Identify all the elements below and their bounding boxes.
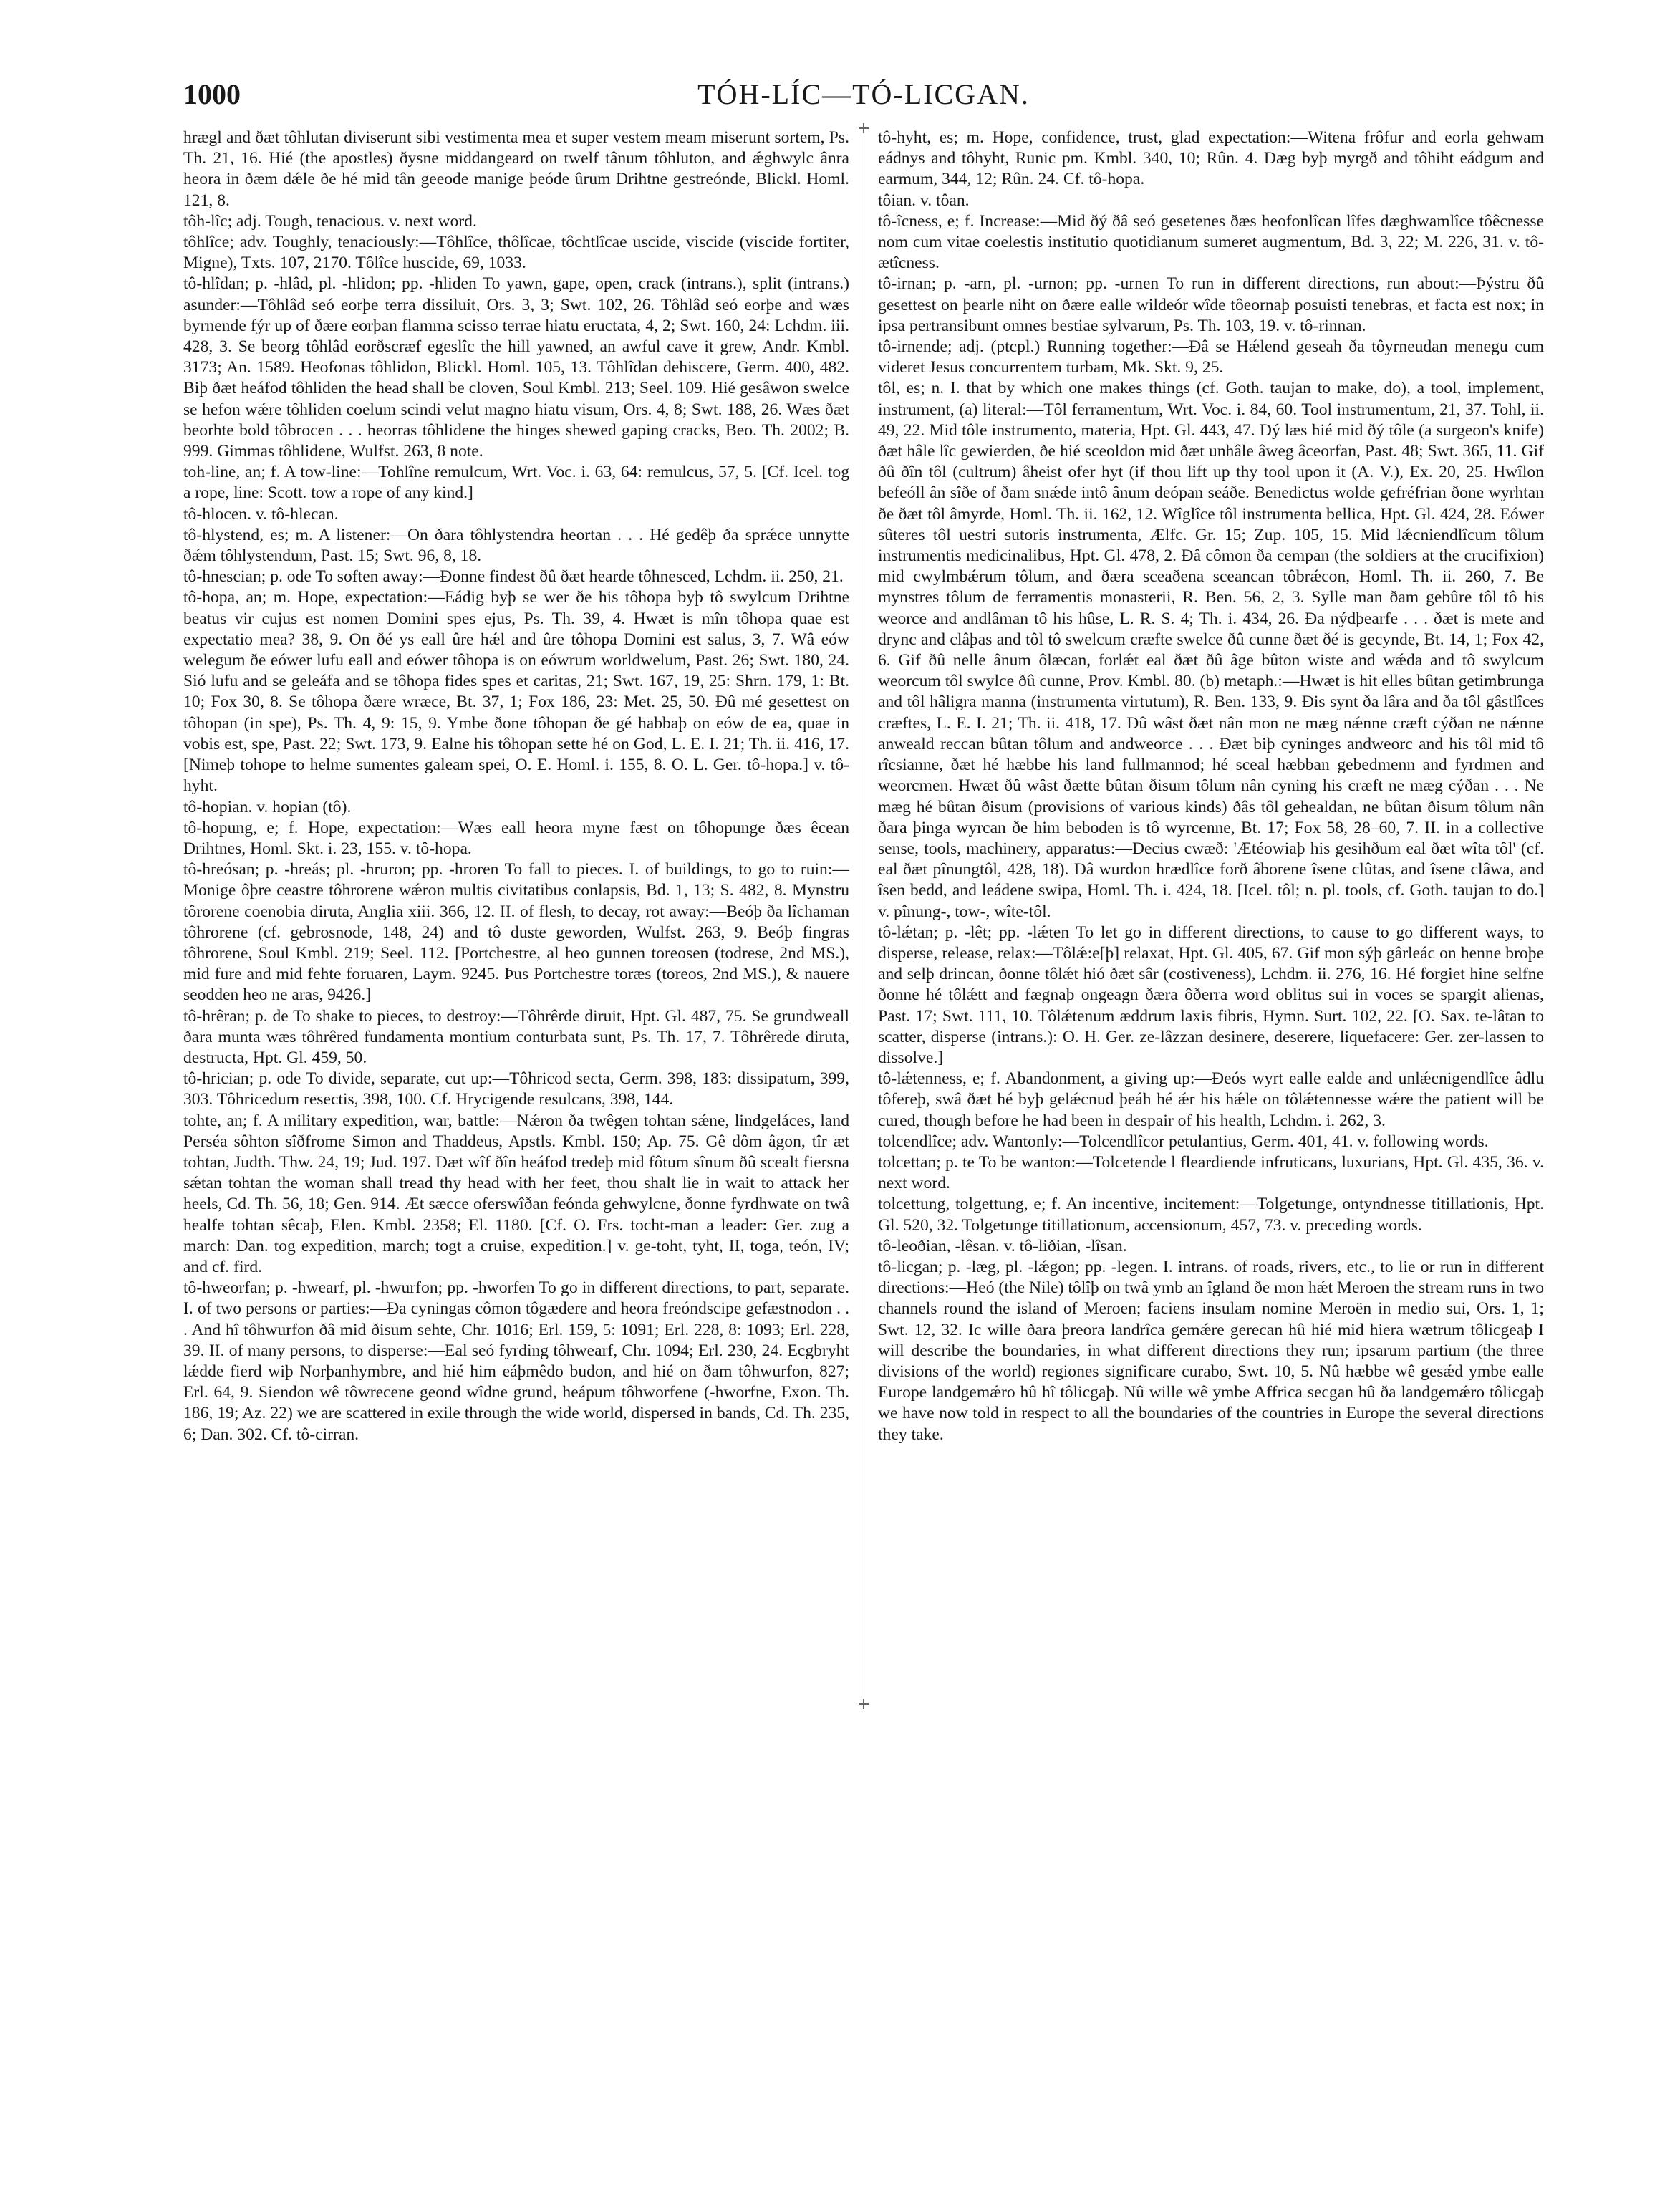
page-number: 1000 <box>183 78 241 110</box>
dictionary-entry: tô-leoðian, -lêsan. v. tô-liðian, -lîsan. <box>878 1236 1127 1256</box>
dictionary-entry: tô-licgan; p. -læg, pl. -lǽgon; pp. -legen. I. intrans. of roads, rivers, etc., to lie or run in different directions:—Heó (the Nile) tôlîþ on twâ ymb an îgland ðe mon hǽt Meroen the stream runs in two channels round the island of Meroen; faciens insulam nomine Meroën in medio sui, Ors. 1, 1; Swt. 12, 32. Ic wille ðara þreora landrîca gemǽre gerecan hû hié mid hiera wætrum tôlicgeaþ I will describe the boundaries, in what different directions they run; ipsarum partium (the three divisions of the world) regiones significare curabo, Swt. 10, 5. Nû hæbbe wê gesǽd ymbe ealle Europe landgemǽro hû hî tôlicgaþ. Nû wille wê ymbe Affrica secgan hû ða landgemǽro tôlicgaþ we have now told in respect to all the boundaries of the countries in Europe the several directions they take. <box>878 1257 1544 1444</box>
dictionary-entry: tô-hrician; p. ode To divide, separate, cut up:—Tôhricod secta, Germ. 398, 183: dissipatum, 399, 303. Tôhricedum resectis, 398, 100. Cf. Hrycigende resulcans, 398, 144. <box>183 1069 849 1109</box>
dictionary-entry: tô-hopa, an; m. Hope, expectation:—Eádig byþ se wer ðe his tôhopa byþ tô swylcum Drihtne beatus vir cujus est nomen Domini spes ejus, Ps. Th. 39, 4. Hwæt is mîn tôhopa quae est expectatio mea? 38, 9. On ðé ys eall ûre hǽl and ûre tôhopa Domini est salus, 3, 7. Wâ eów welegum ðe eówer lufu eall and eówer tôhopa is on eówrum worldwelum, Past. 26; Swt. 180, 24. Sió lufu and se geleáfa and se tôhopa fides spes et caritas, 21; Swt. 167, 19, 25: Shrn. 179, 1: Bt. 10; Fox 30, 8. Se tôhopa ðære wræce, Bt. 37, 1; Fox 186, 23: Met. 25, 50. Ðû mé gesettest on tôhopan (in spe), Ps. Th. 4, 9: 15, 9. Ymbe ðone tôhopan ðe gé habbaþ on eów de ea, quae in vobis est, spe, Past. 22; Swt. 173, 9. Ealne his tôhopan sette hé on God, L. E. I. 21; Th. ii. 416, 17. [Nimeþ tohope to helme sumentes galeam spei, O. E. Homl. i. 155, 8. O. L. Ger. tô-hopa.] v. tô-hyht. <box>183 588 849 796</box>
dictionary-entry: tô-irnan; p. -arn, pl. -urnon; pp. -urnen To run in different directions, run about:—Þýstru ðû gesettest on þearle niht on ðære ealle wildeór wîde tôeornaþ posuisti tenebras, et facta est nox; in ipsa pertransibunt omnes bestiae sylvarum, Ps. Th. 103, 19. v. tô-rinnan. <box>878 274 1544 335</box>
dictionary-entry: tô-irnende; adj. (ptcpl.) Running together:—Ðâ se Hǽlend geseah ða tôyrneudan menegu cum videret Jesus concurrentem turbam, Mk. Skt. 9, 25. <box>878 337 1544 377</box>
dictionary-entry: tôl, es; n. I. that by which one makes things (cf. Goth. taujan to make, do), a tool, implement, instrument, (a) literal:—Tôl ferramentum, Wrt. Voc. i. 84, 60. Tool instrumentum, 21, 37. Tohl, ii. 49, 22. Mid tôle instrumento, materia, Hpt. Gl. 443, 47. Ðý læs hié mid ðý tôle (a surgeon's knife) ðæt hâle lîc gewierden, ðe hié sceoldon mid ðæt unhâle âweg âceorfan, Past. 48; Swt. 365, 11. Gif ðû ðîn tôl (cultrum) âheist ofer hyt (if thou lift up thy tool upon it (A. V.), Ex. 20, 25. Hwîlon befeóll ân sîðe of ðam snǽde intô ânum deópan seáðe. Benedictus wolde gefréfrian ðone wyrhtan ðe ðæt tôl âmyrde, Homl. Th. ii. 162, 12. Wîglîce tôl instrumenta bellica, Hpt. Gl. 424, 28. Eówer sûteres tôl uestri sutoris instrumenta, Ælfc. Gr. 15; Zup. 105, 15. Mid lǽcniendlîcum tôlum instrumentis medicinalibus, Hpt. Gl. 478, 2. Ðâ cômon ða cempan (the soldiers at the crucifixion) mid cwylmbǽrum tôlum, and ðæra sceaðena sceancan tôbrǽcon, Homl. Th. ii. 260, 7. Be mynstres tôlum de ferramentis monasterii, R. Ben. 56, 2, 3. Sylle man ðam gebûre tôl tô his weorce and andlâman tô his hûse, L. R. S. 4; Th. i. 434, 26. Ða nýdþearfe . . . ðæt is mete and drync and clâþas and tôl tô swelcum cræfte swelce ðû cunne ðæt ðé is gecynde, Bt. 14, 1; Fox 42, 6. Gif ðû nelle ânum ôlæcan, forlǽt eal ðæt ðû âge bûton wiste and wǽda and tô swylcum weorcum tôl swylce ðû cunne, Prov. Kmbl. 80. (b) metaph.:—Hwæt is hit elles bûtan getimbrunga and tôl hâligra manna (instrumenta virtutum), R. Ben. 133, 9. Ðis synt ða lâra and ða tôl gâstlîces cræftes, L. E. I. 21; Th. ii. 418, 17. Ðû wâst ðæt nân mon ne mæg nǽnne cræft cýðan ne nǽnne anweald reccan bûtan tôlum and andweorce . . . Ðæt biþ cyninges andweorc and his tôl mid tô rîcsianne, ðæt hé hæbbe his land fullmannod; hé sceal hæbban gebedmenn and fyrdmen and weorcmen. Hwæt ðû wâst ðætte bûtan ðisum tôlum nân cyning his cræft ne mæg cýðan . . . Ne mæg hé bûtan ðisum (provisions of various kinds) ðâs tôl gehealdan, ne bûtan ðisum tôlum nân ðara þinga wyrcan ðe him beboden is tô wyrcenne, Bt. 17; Fox 58, 28–60, 7. II. in a collective sense, tools, machinery, apparatus:—Decius cwæð: 'Ætéowiaþ his gesihðum eal ðæt wîta tôl' (cf. eal ðæt pînungtôl, 428, 18). Ðâ wurdon hrædlîce forð âborene îsene clûtas, and îsene clâwa, and îsen bedd, and leádene swipa, Homl. Th. i. 424, 18. [Icel. tôl; n. pl. tools, cf. Goth. taujan to do.] v. pînung-, tow-, wîte-tôl. <box>878 379 1544 921</box>
register-mark-top <box>859 123 869 133</box>
dictionary-entry: tô-hlocen. v. tô-hlecan. <box>183 504 339 524</box>
dictionary-entry: tolcettan; p. te To be wanton:—Tolcetende l fleardiende infruticans, luxurians, Hpt. Gl. 435, 36. v. next word. <box>878 1152 1544 1193</box>
dictionary-entry: tô-hyht, es; m. Hope, confidence, trust, glad expectation:—Witena frôfur and eorla gehwam eádnys and tôhyht, Runic pm. Kmbl. 340, 10; Rûn. 4. Dæg byþ myrgð and tôhiht eádgum and earmum, 344, 12; Rûn. 24. Cf. tô-hopa. <box>878 128 1544 189</box>
register-mark-bottom <box>859 1699 869 1709</box>
dictionary-entry: tô-îcness, e; f. Increase:—Mid ðý ðâ seó gesetenes ðæs heofonlîcan lîfes dæghwamlîce tôêcnesse nom cum vitae coelestis institutio quotidianum sumeret augmentum, Bd. 3, 22; M. 226, 31. v. tô-ætîcness. <box>878 211 1544 273</box>
right-column <box>878 127 1544 1445</box>
dictionary-entry: tôh-lîc; adj. Tough, tenacious. v. next word. <box>183 211 477 231</box>
running-head: TÓH-LÍC—TÓ-LICGAN. <box>697 78 1030 110</box>
dictionary-entry: tô-hnescian; p. ode To soften away:—Ðonne findest ðû ðæt hearde tôhnesced, Lchdm. ii. 250, 21. <box>183 567 844 587</box>
dictionary-entry: tôhlîce; adv. Toughly, tenaciously:—Tôhlîce, thôlîcae, tôchtlîcae uscide, viscide (viscide fortiter, Migne), Txts. 107, 2170. Tôlîce huscide, 69, 1033. <box>183 233 849 273</box>
dictionary-entry: tohte, an; f. A military expedition, war, battle:—Nǽron ða twêgen tohtan sǽne, lindgeláces, land Perséa sôhton sîðfrome Simon and Thaddeus, Apstls. Kmbl. 150; Ap. 75. Gê dôm âgon, tîr æt tohtan, Judth. Thw. 24, 19; Jud. 197. Ðæt wîf ðîn heáfod tredeþ mid fôtum sînum ðû scealt fiersna sǽtan tohtan the woman shall tread thy head with her feet, thou shalt lie in wait to attack her heels, Cd. Th. 56, 18; Gen. 914. Æt sæcce oferswîðan feónda gehwylcne, ðonne fyrdhwate on twâ healfe tohtan sêcaþ, Elen. Kmbl. 2358; El. 1180. [Cf. O. Frs. tocht-man a leader: Ger. zug a march: Dan. tog expedition, march; togt a cruise, expedition.] v. ge-toht, tyht, II, toga, teón, IV; and cf. fird. <box>183 1111 849 1276</box>
dictionary-entry: tô-hopung, e; f. Hope, expectation:—Wæs eall heora myne fæst on tôhopunge ðæs êcean Drihtnes, Homl. Skt. i. 23, 155. v. tô-hopa. <box>183 818 849 858</box>
dictionary-entry: tolcettung, tolgettung, e; f. An incentive, incitement:—Tolgetunge, ontyndnesse titillationis, Hpt. Gl. 520, 32. Tolgetunge titillationum, accensionum, 457, 73. v. preceding words. <box>878 1195 1544 1235</box>
dictionary-entry: tô-lǽtenness, e; f. Abandonment, a giving up:—Ðeós wyrt ealle ealde and unlǽcnigendlîce âdlu tôfereþ, swâ ðæt hé byþ gelǽcnud þeáh hé ǽr his hǽle on tôlǽtennesse wǽre the patient will be cured, though before he had been in despair of his health, Lchdm. i. 262, 3. <box>878 1069 1544 1130</box>
dictionary-entry: hrægl and ðæt tôhlutan diviserunt sibi vestimenta mea et super vestem meam miserunt sortem, Ps. Th. 21, 16. Hié (the apostles) ðysne middangeard on twelf tânum tôhluton, and ǽghwylc ânra heora in ðæm dǽle ðe hé mid tân geeode manige þeóde ûrum Drihtne gestreónde, Blickl. Homl. 121, 8. <box>183 128 849 210</box>
dictionary-entry: tô-hopian. v. hopian (tô). <box>183 797 352 816</box>
dictionary-entry: tô-hreósan; p. -hreás; pl. -hruron; pp. -hroren To fall to pieces. I. of buildings, to go to ruin:—Monige ôþre ceastre tôhrorene wǽron multis civitatibus conlapsis, Bd. 1, 13; S. 482, 8. Mynstru tôrorene coenobia diruta, Anglia xiii. 366, 12. II. of flesh, to decay, rot away:—Beóþ ða lîchaman tôhrorene (cf. gebrosnode, 148, 24) and tô duste geworden, Wulfst. 263, 9. Beóþ fingras tôhrorene, Soul Kmbl. 219; Seel. 112. [Portchestre, al heo gunnen toreosen (todrese, 2nd MS.), mid fure and mid fehte foruaren, Laym. 9245. Þus Portchestre toræs (toreos, 2nd MS.), & nauere seodden heo ne aras, 9426.] <box>183 860 849 1005</box>
dictionary-entry: tô-hrêran; p. de To shake to pieces, to destroy:—Tôhrêrde diruit, Hpt. Gl. 487, 75. Se grundweall ðara munta wæs tôhrêred fundamenta montium conturbata sunt, Ps. Th. 17, 7. Tôhrêrede diruta, destructa, Hpt. Gl. 459, 50. <box>183 1006 849 1067</box>
dictionary-entry: tôian. v. tôan. <box>878 191 970 210</box>
page-header <box>183 77 1544 120</box>
dictionary-entry: tô-hlîdan; p. -hlâd, pl. -hlidon; pp. -hliden To yawn, gape, open, crack (intrans.), split (intrans.) asunder:—Tôhlâd seó eorþe terra dissiluit, Ors. 3, 3; Swt. 102, 26. Tôhlâd seó eorþe and wæs byrnende fýr up of ðære eorþan flamma scisso terrae hiatu eructata, 4, 2; Swt. 160, 24: Lchdm. iii. 428, 3. Se beorg tôhlâd eorðscræf egeslîc the hill yawned, an awful cave it grew, Andr. Kmbl. 3173; An. 1589. Heofonas tôhlidon, Blickl. Homl. 105, 13. Tôhlîdan dehiscere, Germ. 400, 482. Biþ ðæt heáfod tôhliden the head shall be cloven, Soul Kmbl. 213; Seel. 109. Hié gesâwon swelce se hefon wǽre tôhliden coelum scindi velut magno hiatu visum, Ors. 4, 8; Swt. 188, 26. Wæs ðæt beorhte bold tôbrocen . . . heorras tôhlidene the hinges shewed gaping cracks, Beo. Th. 2002; B. 999. Gimmas tôhlidene, Wulfst. 263, 8 note. <box>183 274 849 461</box>
dictionary-entry: tô-hweorfan; p. -hwearf, pl. -hwurfon; pp. -hworfen To go in different directions, to part, separate. I. of two persons or parties:—Ða cyningas cômon tôgædere and heora freóndscipe gefæstnodon . . . And hî tôhwurfon ðâ mid ðisum sehte, Chr. 1016; Erl. 159, 5: 1091; Erl. 228, 8: 1093; Erl. 228, 39. II. of many persons, to disperse:—Eal seó fyrding tôhwearf, Chr. 1094; Erl. 230, 24. Ecgbryht lǽdde fierd wiþ Norþanhymbre, and hié him eáþmêdo budon, and hié on ðam tôhwurfon, 827; Erl. 64, 9. Siendon wê tôwrecene geond wîdne grund, heápum tôhworfene (-hworfne, Exon. Th. 186, 19; Az. 22) we are scattered in exile through the wide world, dispersed in bands, Cd. Th. 235, 6; Dan. 302. Cf. tô-cirran. <box>183 1278 849 1444</box>
dictionary-entry: toh-line, an; f. A tow-line:—Tohlîne remulcum, Wrt. Voc. i. 63, 64: remulcus, 57, 5. [Cf. Icel. tog a rope, line: Scott. tow a rope of any kind.] <box>183 463 849 503</box>
left-column <box>183 127 849 1445</box>
dictionary-entry: tô-lǽtan; p. -lêt; pp. -lǽten To let go in different directions, to cause to go different ways, to disperse, release, relax:—Tôlǽ:e[þ] relaxat, Hpt. Gl. 405, 67. Gif mon sýþ gârleác on henne broþe and selþ drincan, ðonne tôlǽt hió ðæt sâr (costiveness), Lchdm. ii. 276, 16. Hé forgiet hine selfne ðonne hé tôlǽtt and fægnaþ ongeagn ðæra ôðerra word oblitus sui in voces se spargit alienas, Past. 17; Swt. 111, 10. Tôlǽtenum æddrum laxis fibris, Hymn. Surt. 102, 22. [O. Sax. te-lâtan to scatter, disperse (intrans.): O. H. Ger. ze-lâzzan desinere, deserere, liquefacere: Ger. zer-lassen to dissolve.] <box>878 922 1544 1067</box>
dictionary-entry: tolcendlîce; adv. Wantonly:—Tolcendlîcor petulantius, Germ. 401, 41. v. following words. <box>878 1132 1489 1151</box>
dictionary-entry: tô-hlystend, es; m. A listener:—On ðara tôhlystendra heortan . . . Hé gedêþ ða sprǽce unnytte ðǽm tôhlystendum, Past. 15; Swt. 96, 8, 18. <box>183 525 849 566</box>
